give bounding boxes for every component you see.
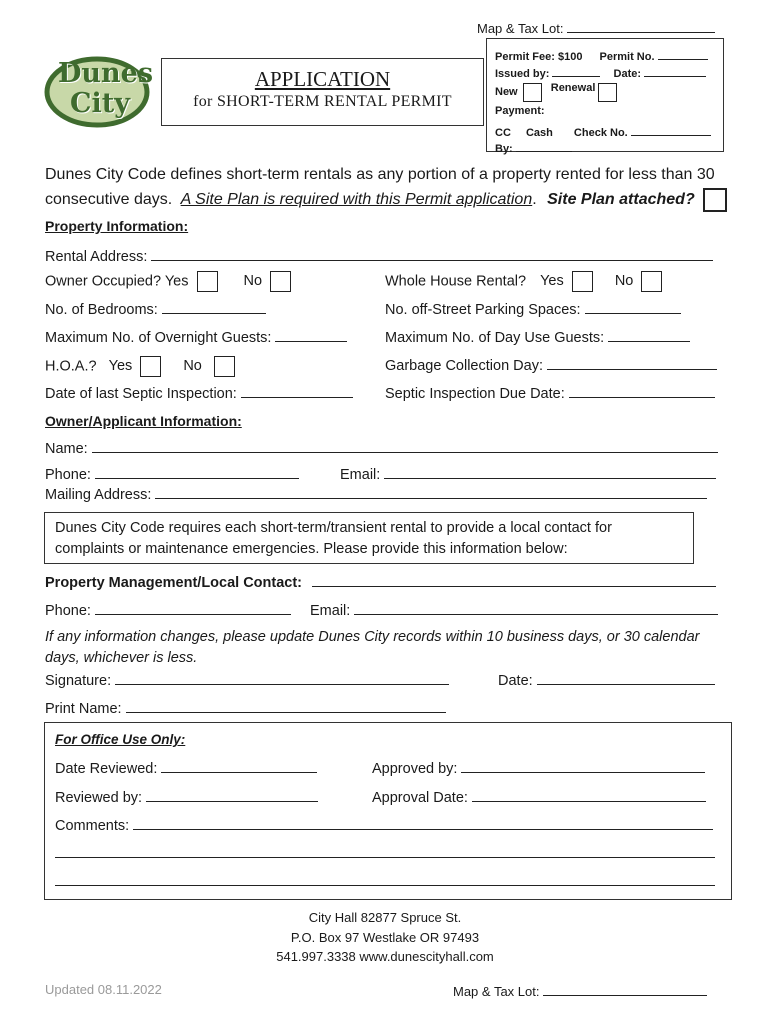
by-field[interactable] xyxy=(516,138,572,152)
print-name-field[interactable] xyxy=(126,699,446,713)
page-title: APPLICATION xyxy=(254,67,391,91)
owner-email-field[interactable] xyxy=(384,465,716,479)
local-contact-field[interactable] xyxy=(312,573,716,587)
contact-email-field[interactable] xyxy=(354,601,718,615)
check-no-field[interactable] xyxy=(631,122,711,136)
footer-address-1: City Hall 82877 Spruce St. xyxy=(308,910,462,925)
map-tax-lot-bottom-field[interactable] xyxy=(543,982,707,996)
approved-by-field[interactable] xyxy=(461,759,705,773)
rental-address-field[interactable] xyxy=(151,247,713,261)
map-tax-lot-bottom: Map & Tax Lot: xyxy=(453,982,707,999)
contact-phone-field[interactable] xyxy=(95,601,291,615)
site-plan-checkbox[interactable] xyxy=(703,188,727,212)
reviewed-by-field[interactable] xyxy=(146,788,318,802)
owner-phone-field[interactable] xyxy=(95,465,299,479)
owner-info-heading: Owner/Applicant Information: xyxy=(45,413,242,429)
map-tax-lot-top: Map & Tax Lot: xyxy=(477,19,715,36)
footer-address-2: P.O. Box 97 Westlake OR 97493 xyxy=(290,930,480,945)
issued-by-field[interactable] xyxy=(552,63,600,77)
hoa-yes-checkbox[interactable] xyxy=(140,356,161,377)
date-reviewed-field[interactable] xyxy=(161,759,317,773)
intro-line-1: Dunes City Code defines short-term rentals as any portion of a property rented for less than 30 xyxy=(45,166,715,183)
comments-field[interactable] xyxy=(133,816,713,830)
update-note-1: If any information changes, please update Dunes City records within 10 business days, or 30 calendar xyxy=(45,629,700,645)
intro-line-2: consecutive days. A Site Plan is required with this Permit application. Site Plan attached? xyxy=(45,188,727,212)
septic-last-field[interactable] xyxy=(241,384,353,398)
comments-line-3[interactable] xyxy=(55,872,715,886)
max-day-use-field[interactable] xyxy=(608,328,690,342)
update-note-2: days, whichever is less. xyxy=(45,650,198,666)
signature-date-field[interactable] xyxy=(537,671,715,685)
owner-occupied-no-checkbox[interactable] xyxy=(270,271,291,292)
fee-date-field[interactable] xyxy=(644,63,706,77)
permit-fee-box: Permit Fee: $100 Permit No. Issued by: Date: New Renewal Payment: CC Cash Check No. By: xyxy=(486,38,724,152)
new-checkbox[interactable] xyxy=(523,83,542,102)
permit-no-field[interactable] xyxy=(658,46,708,60)
hoa-no-checkbox[interactable] xyxy=(214,356,235,377)
page-subtitle: for SHORT-TERM RENTAL PERMIT xyxy=(193,93,452,110)
footer-address-3: 541.997.3338 www.dunescityhall.com xyxy=(276,949,494,964)
updated-date: Updated 08.11.2022 xyxy=(45,982,162,997)
office-use-box: For Office Use Only: Date Reviewed: Approved by: Reviewed by: Approval Date: Comments: xyxy=(44,722,732,900)
comments-line-2[interactable] xyxy=(55,844,715,858)
owner-mailing-field[interactable] xyxy=(155,485,707,499)
owner-occupied-yes-checkbox[interactable] xyxy=(197,271,218,292)
whole-house-yes-checkbox[interactable] xyxy=(572,271,593,292)
septic-due-field[interactable] xyxy=(569,384,715,398)
local-contact-notice: Dunes City Code requires each short-term/transient rental to provide a local contact for complaints or maintenance emergencies. Please provide this information below: xyxy=(44,512,694,564)
office-use-heading: For Office Use Only: xyxy=(55,732,186,747)
garbage-day-field[interactable] xyxy=(547,356,717,370)
approval-date-field[interactable] xyxy=(472,788,706,802)
signature-field[interactable] xyxy=(115,671,449,685)
map-tax-lot-field[interactable] xyxy=(567,19,715,33)
max-overnight-field[interactable] xyxy=(275,328,347,342)
parking-spaces-field[interactable] xyxy=(585,300,681,314)
property-info-heading: Property Information: xyxy=(45,218,189,234)
title-box xyxy=(161,58,484,126)
owner-name-field[interactable] xyxy=(92,439,718,453)
bedrooms-field[interactable] xyxy=(162,300,266,314)
whole-house-no-checkbox[interactable] xyxy=(641,271,662,292)
dunes-city-logo: Dunes City xyxy=(44,56,150,128)
local-contact-heading: Property Management/Local Contact: xyxy=(45,575,303,591)
renewal-checkbox[interactable] xyxy=(598,83,617,102)
